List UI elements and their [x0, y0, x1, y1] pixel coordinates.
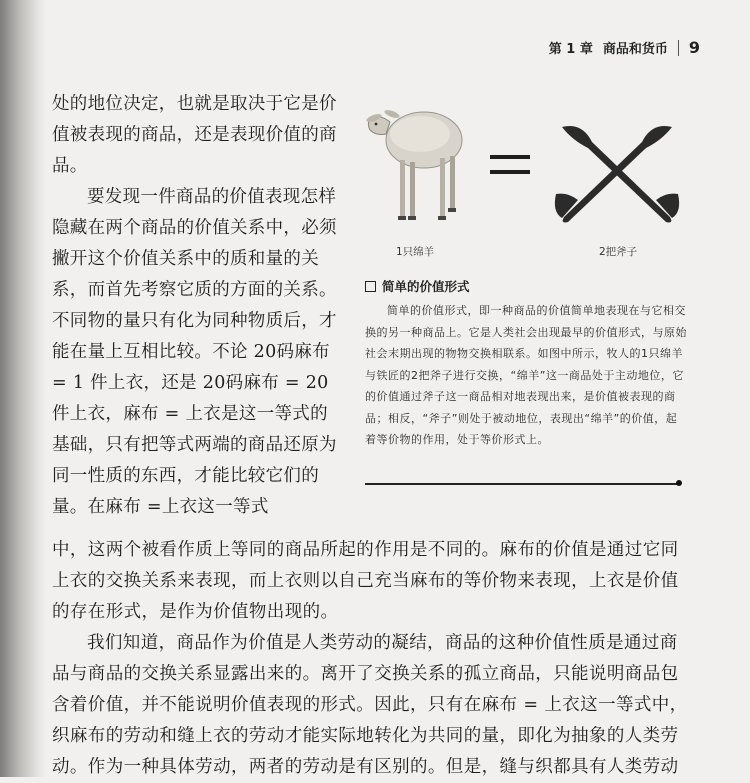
chapter-label: 第 1 章 [548, 42, 593, 57]
paragraph-1: 处的地位决定，也就是取决于它是价值被表现的商品，还是表现价值的商品。 [52, 94, 337, 176]
divider-end-dot [676, 480, 682, 486]
caption-sheep: 1只绵羊 [396, 246, 435, 258]
left-column-text [52, 89, 337, 523]
equals-sign-icon [490, 150, 530, 180]
book-gutter-shadow [0, 0, 46, 777]
running-header [549, 38, 700, 57]
sidebar-divider [365, 483, 678, 485]
sidebar-body [365, 300, 687, 451]
sidebar-heading [365, 277, 470, 295]
square-bullet-icon [365, 281, 376, 292]
sidebar-paragraph: 简单的价值形式，即一种商品的价值简单地表现在与它相交换的另一种商品上。它是人类社会出现最早的价值形式，与原始社会末期出现的物物交换相联系。如图中所示，牧人的1只绵羊与铁匠的2把斧子进行交换，“绵羊”这一商品处于主动地位，它的价值通过斧子这一商品相对地表现出来，是价值被表现的商品；相反，“斧子”则处于被动地位，表现出“绵羊”的价值，起着等价物的作用，处于等价形式上。 [365, 304, 687, 446]
paragraph-2-continued: 中，这两个被看作质上等同的商品所起的作用是不同的。麻布的价值是通过它同上衣的交换关系来表现，而上衣则以自己充当麻布的等价物来表现，上衣是价值的存在形式，是作为价值物出现的。 [52, 540, 679, 622]
sheep-equals-axes-figure [362, 92, 692, 262]
full-width-text [52, 535, 692, 783]
crossed-axes-icon [552, 122, 682, 227]
sheep-icon [362, 92, 467, 227]
header-divider [678, 40, 679, 56]
paragraph-2: 要发现一件商品的价值表现怎样隐藏在两个商品的价值关系中，必须撇开这个价值关系中的质和量的关系，而首先考察它质的方面的关系。不同物的量只有化为同种物质后，才能在量上互相比较。不论 20码麻布 = 1 件上衣，还是 20码麻布 = 20件上衣，麻布 = 上衣是这一等式的基础，只有把等式两端的商品还原为同一性质的东西，才能比较它们的量。在麻布 =上衣这一等式 [52, 187, 337, 517]
page-number: 9 [688, 38, 700, 57]
caption-axes: 2把斧子 [599, 246, 638, 258]
chapter-title: 商品和货币 [602, 42, 668, 57]
sidebar-title-text: 简单的价值形式 [382, 279, 470, 294]
paragraph-3: 我们知道，商品作为价值是人类劳动的凝结，商品的这种价值性质是通过商品与商品的交换关系显露出来的。离开了交换关系的孤立商品，只能说明商品包含着价值，并不能说明价值表现的形式。因此，只有在麻布 = 上衣这一等式中，织麻布的劳动和缝上衣的劳动才能实际地转化为共同的量，即化为抽象的人类劳动。作为一种具体劳动，两者的劳动是有区别的。但是，缝与织都具有人类劳动 [52, 633, 688, 777]
